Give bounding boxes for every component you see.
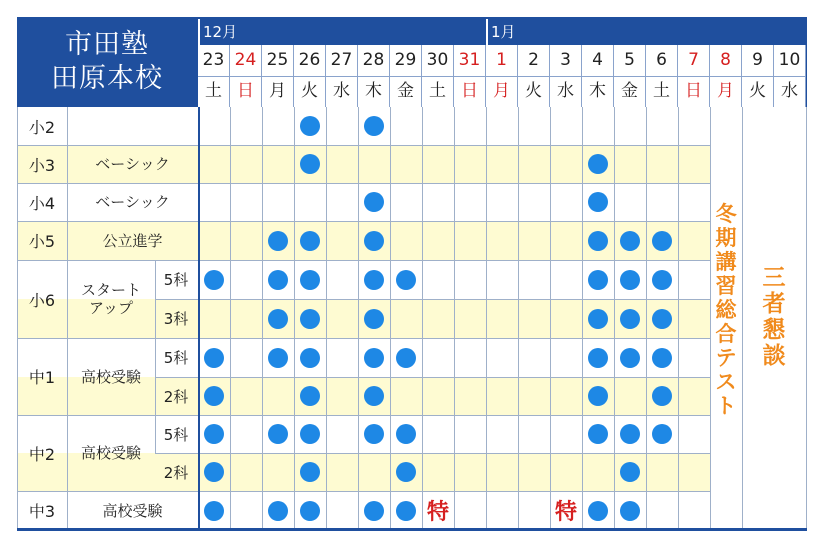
class-day-dot bbox=[588, 231, 608, 251]
day-number: 27 bbox=[330, 50, 353, 70]
class-day-dot bbox=[620, 270, 640, 290]
course-label: 公立進学 bbox=[102, 231, 163, 250]
class-day-dot bbox=[300, 386, 320, 406]
weekday-label: 水 bbox=[557, 81, 574, 101]
column-divider bbox=[390, 107, 391, 528]
day-number: 7 bbox=[688, 50, 699, 70]
grade-label: 小6 bbox=[28, 290, 56, 310]
class-day-dot bbox=[364, 501, 384, 521]
class-day-dot bbox=[588, 386, 608, 406]
class-day-dot bbox=[652, 270, 672, 290]
class-day-dot bbox=[396, 348, 416, 368]
course-label: 高校受験 bbox=[102, 501, 163, 520]
weekday-label: 水 bbox=[333, 81, 350, 101]
course-label: 高校受験 bbox=[80, 367, 141, 386]
right-edge bbox=[806, 107, 807, 528]
subject-count: 2科 bbox=[163, 463, 189, 482]
grade-label: 中1 bbox=[28, 368, 56, 387]
day-number: 8 bbox=[720, 50, 731, 70]
day-number: 2 bbox=[528, 50, 539, 70]
subject-count: 5科 bbox=[163, 271, 189, 289]
school-title bbox=[17, 17, 197, 107]
weekday-label: 金 bbox=[397, 81, 414, 101]
class-day-dot bbox=[300, 348, 320, 368]
class-day-dot bbox=[268, 424, 288, 444]
day-number: 6 bbox=[656, 50, 667, 70]
weekday-label: 月 bbox=[269, 81, 286, 101]
day-number: 28 bbox=[362, 50, 385, 70]
column-divider bbox=[198, 107, 200, 528]
winter-test-label bbox=[710, 202, 742, 442]
weekday-label: 木 bbox=[589, 81, 606, 101]
class-day-dot bbox=[652, 386, 672, 406]
column-divider bbox=[262, 107, 263, 528]
weekday-label: 土 bbox=[653, 81, 670, 101]
class-day-dot bbox=[620, 462, 640, 482]
class-day-dot bbox=[588, 424, 608, 444]
weekday-label: 月 bbox=[717, 81, 734, 101]
class-day-dot bbox=[364, 116, 384, 136]
class-day-dot bbox=[620, 309, 640, 329]
class-day-dot bbox=[204, 424, 224, 444]
class-day-dot bbox=[300, 154, 320, 174]
three-party-meeting-label bbox=[742, 265, 806, 375]
winter-test-label-text: 冬 期 講 習 総 合 テ ス ト bbox=[715, 202, 737, 418]
month-label: 12月 bbox=[203, 23, 238, 41]
class-day-dot bbox=[268, 501, 288, 521]
weekday-label: 土 bbox=[429, 81, 446, 101]
class-day-dot bbox=[204, 462, 224, 482]
weekday-label: 日 bbox=[685, 81, 702, 101]
class-day-dot bbox=[588, 192, 608, 212]
class-day-dot bbox=[396, 270, 416, 290]
row-divider bbox=[155, 453, 710, 454]
class-day-dot bbox=[204, 501, 224, 521]
class-day-dot bbox=[300, 309, 320, 329]
grade-label: 小3 bbox=[28, 155, 56, 175]
day-number: 4 bbox=[592, 50, 603, 70]
branch-name: 田原本校 bbox=[51, 63, 163, 94]
weekday-label: 日 bbox=[461, 81, 478, 101]
column-divider bbox=[422, 107, 423, 528]
course-label: ベーシック bbox=[95, 155, 170, 173]
column-divider bbox=[582, 107, 583, 528]
three-party-meeting-label-text: 三 者 懇 談 bbox=[762, 265, 786, 369]
day-number: 26 bbox=[298, 50, 321, 70]
weekday-label: 金 bbox=[621, 81, 638, 101]
class-day-dot bbox=[652, 231, 672, 251]
class-day-dot bbox=[588, 154, 608, 174]
column-divider bbox=[614, 107, 615, 528]
weekday-label: 火 bbox=[525, 81, 542, 101]
school-name: 市田塾 bbox=[65, 29, 149, 60]
class-day-dot bbox=[204, 270, 224, 290]
class-day-dot bbox=[364, 192, 384, 212]
month-label: 1月 bbox=[491, 23, 516, 41]
subject-count: 3科 bbox=[163, 310, 189, 328]
class-day-dot bbox=[396, 462, 416, 482]
column-divider bbox=[230, 107, 231, 528]
row-divider bbox=[155, 377, 710, 378]
class-day-dot bbox=[396, 501, 416, 521]
class-day-dot bbox=[300, 462, 320, 482]
class-day-dot bbox=[364, 386, 384, 406]
day-number: 3 bbox=[560, 50, 571, 70]
day-number: 24 bbox=[234, 50, 257, 70]
class-day-dot bbox=[588, 270, 608, 290]
column-divider bbox=[294, 107, 295, 528]
header-divider bbox=[198, 76, 806, 77]
weekday-label: 火 bbox=[301, 81, 318, 101]
day-number: 30 bbox=[426, 50, 449, 70]
class-day-dot bbox=[652, 348, 672, 368]
day-number: 1 bbox=[496, 50, 507, 70]
class-day-dot bbox=[300, 501, 320, 521]
column-divider bbox=[678, 107, 679, 528]
column-divider bbox=[326, 107, 327, 528]
grade-label: 中3 bbox=[28, 502, 56, 521]
weekday-label: 日 bbox=[237, 81, 254, 101]
class-day-dot bbox=[588, 501, 608, 521]
grade-label: 小5 bbox=[28, 232, 56, 251]
class-day-dot bbox=[268, 309, 288, 329]
day-number: 23 bbox=[202, 50, 225, 70]
column-divider bbox=[358, 107, 359, 528]
weekday-label: 水 bbox=[781, 81, 798, 101]
class-day-dot bbox=[620, 424, 640, 444]
class-day-dot bbox=[268, 231, 288, 251]
row-divider bbox=[155, 299, 710, 300]
subject-count: 5科 bbox=[163, 349, 189, 367]
class-day-dot bbox=[364, 309, 384, 329]
day-number: 29 bbox=[394, 50, 417, 70]
column-divider bbox=[454, 107, 455, 528]
class-day-dot bbox=[620, 348, 640, 368]
class-day-dot bbox=[268, 270, 288, 290]
weekday-label: 火 bbox=[749, 81, 766, 101]
class-day-dot bbox=[620, 231, 640, 251]
day-number: 5 bbox=[624, 50, 635, 70]
column-divider bbox=[486, 107, 487, 528]
class-day-dot bbox=[652, 309, 672, 329]
class-day-dot bbox=[300, 270, 320, 290]
class-day-dot bbox=[300, 116, 320, 136]
class-day-dot bbox=[300, 231, 320, 251]
subject-count: 5科 bbox=[163, 425, 189, 444]
class-day-dot bbox=[300, 424, 320, 444]
class-day-dot bbox=[364, 348, 384, 368]
subject-count: 2科 bbox=[163, 387, 189, 406]
class-day-dot bbox=[588, 309, 608, 329]
course-label: スタート アップ bbox=[80, 281, 141, 317]
class-day-dot bbox=[620, 501, 640, 521]
day-number: 9 bbox=[752, 50, 763, 70]
day-number: 31 bbox=[458, 50, 481, 70]
day-number: 25 bbox=[266, 50, 289, 70]
special-lesson-mark: 特 bbox=[554, 500, 577, 525]
special-lesson-mark: 特 bbox=[426, 500, 449, 525]
grade-label: 中2 bbox=[28, 444, 56, 464]
grade-label: 小4 bbox=[28, 193, 56, 213]
column-divider bbox=[550, 107, 551, 528]
class-day-dot bbox=[364, 270, 384, 290]
grade-divider bbox=[67, 107, 68, 528]
class-day-dot bbox=[652, 424, 672, 444]
weekday-label: 木 bbox=[365, 81, 382, 101]
class-day-dot bbox=[588, 348, 608, 368]
class-day-dot bbox=[396, 424, 416, 444]
weekday-label: 月 bbox=[493, 81, 510, 101]
weekday-label: 土 bbox=[205, 81, 222, 101]
class-day-dot bbox=[204, 386, 224, 406]
grade-label: 小2 bbox=[28, 117, 56, 137]
column-divider bbox=[518, 107, 519, 528]
class-day-dot bbox=[364, 424, 384, 444]
class-day-dot bbox=[204, 348, 224, 368]
day-number: 10 bbox=[778, 50, 801, 70]
class-day-dot bbox=[364, 231, 384, 251]
class-day-dot bbox=[268, 348, 288, 368]
column-divider bbox=[646, 107, 647, 528]
course-label: 高校受験 bbox=[80, 444, 141, 462]
course-label: ベーシック bbox=[95, 193, 170, 211]
